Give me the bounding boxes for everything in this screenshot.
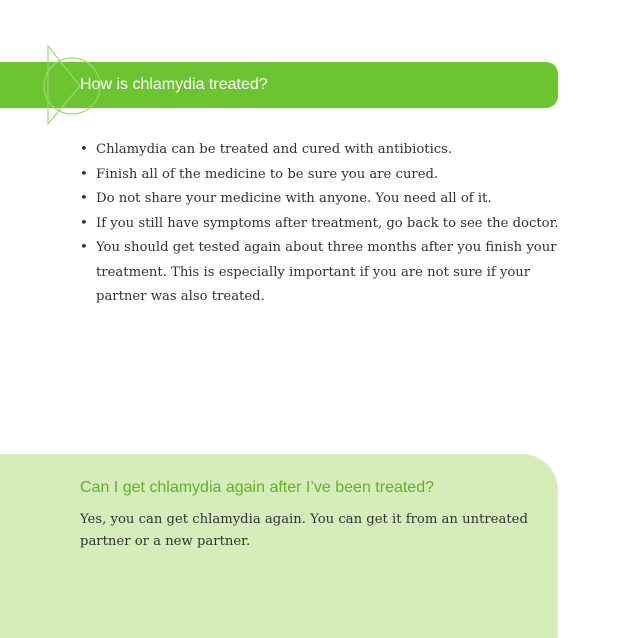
bullet-item: • Do not share your medicine with anyone. You need all of it.: [80, 187, 570, 212]
bullet-item: • Chlamydia can be treated and cured with antibiotics.: [80, 138, 570, 163]
reinfection-title: Can I get chlamydia again after I’ve been treated?: [80, 479, 434, 496]
bullet-item: • If you still have symptoms after treatment, go back to see the doctor.: [80, 212, 570, 237]
section-title: How is chlamydia treated?: [80, 76, 268, 93]
bullet-item: • You should get tested again about three months after you finish your treatment. This is especially important if you are not sure if your partner was also treated.: [80, 236, 570, 310]
treatment-bullet-list: [80, 138, 570, 310]
bullet-item: • Finish all of the medicine to be sure you are cured.: [80, 163, 570, 188]
reinfection-text: Yes, you can get chlamydia again. You can get it from an untreated partner or a new partner.: [80, 512, 528, 549]
